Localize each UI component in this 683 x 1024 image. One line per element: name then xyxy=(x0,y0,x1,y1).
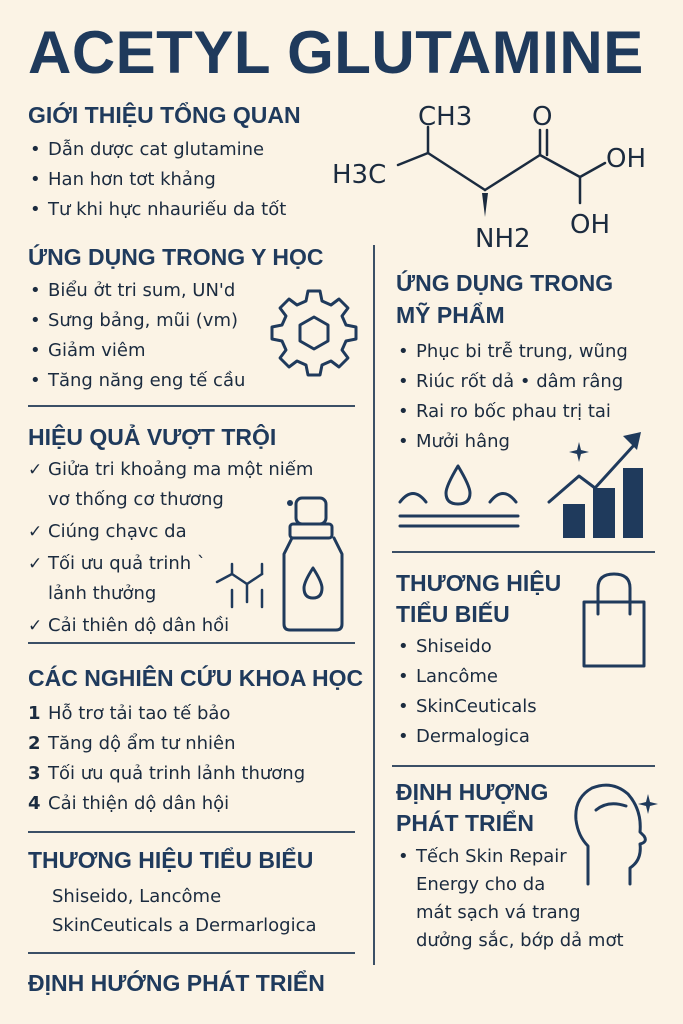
effects-heading: HIỆU QUẢ VƯỢT TRỘI xyxy=(28,424,277,450)
medical-list xyxy=(28,276,245,396)
serum-bottle-icon xyxy=(278,494,348,634)
intro-heading: GIỚI THIỆU TỔNG QUAN xyxy=(28,102,301,128)
list-item: • Mưởi hâng xyxy=(396,427,628,457)
research-list xyxy=(28,699,305,819)
development-right-heading-line-1: ĐỊNH HƯỢNG xyxy=(396,779,549,805)
list-item: • Dermalogica xyxy=(396,722,537,752)
list-item: • Sưng bảng, mũi (vm) xyxy=(28,306,245,336)
development-left-heading: ĐỊNH HƯỚNG PHÁT TRIỂN xyxy=(28,970,325,996)
list-item: • Tếch Skin Repair Energy cho da mát sạch vá trang dưởng sắc, bớp dả mơt xyxy=(396,843,624,955)
molecule-structure-diagram xyxy=(330,95,660,265)
page-title: ACETYL GLUTAMINE xyxy=(28,19,644,86)
molecule-bonds-icon xyxy=(212,562,272,612)
list-item: 1 Hỗ trơ tải tao tế bảo xyxy=(28,703,231,724)
gear-hexagon-icon xyxy=(268,287,360,379)
list-item: • Dẫn dược cat glutamine xyxy=(28,135,286,165)
section-divider xyxy=(28,952,355,954)
development-right-heading-line-2: PHÁT TRIỂN xyxy=(396,810,534,836)
cosmetic-heading-line-2: MỸ PHẨM xyxy=(396,302,505,328)
brands-right-list xyxy=(396,632,537,752)
section-divider xyxy=(392,765,655,767)
section-divider xyxy=(28,831,355,833)
section-divider xyxy=(28,405,355,407)
brands-left-heading: THƯƠNG HIỆU TIỂU BIỂU xyxy=(28,847,314,873)
growth-chart-icon xyxy=(545,432,645,540)
list-item: • Rai ro bốc phau trị tai xyxy=(396,397,628,427)
brands-left-line: Shiseido, Lancôme xyxy=(52,886,222,907)
list-item: • Phục bi trễ trung, wũng xyxy=(396,337,628,367)
list-item: • Tư khi hực nhauriếu da tốt xyxy=(28,195,286,225)
brands-left-line: SkinCeuticals a Dermarlogica xyxy=(52,915,317,936)
oxygen-label: O xyxy=(532,102,553,132)
research-heading: CÁC NGHIÊN CỨU KHOA HỌC xyxy=(28,665,364,691)
section-divider xyxy=(392,551,655,553)
list-item: • Han hơn tơt khảng xyxy=(28,165,286,195)
section-divider xyxy=(28,642,355,644)
hydroxyl-label: OH xyxy=(570,210,611,240)
list-item: 3 Tối ưu quả trinh lảnh thương xyxy=(28,763,306,784)
list-item: ✓ Cải thiên dộ dân hồi xyxy=(28,611,313,641)
hydroxyl-label: OH xyxy=(606,144,647,174)
list-item: 4 Cải thiện dộ dân hội xyxy=(28,793,230,814)
intro-list xyxy=(28,135,286,225)
column-divider xyxy=(373,245,375,965)
list-item: ✓ Ciúng chạvc da xyxy=(28,517,313,547)
list-item: • Biểu ởt tri sum, UN'd xyxy=(28,276,245,306)
face-profile-icon xyxy=(568,780,660,890)
list-item: ✓ Giửa tri khoảng ma một niếm vơ thống cơ thương xyxy=(28,455,313,515)
ch3-label: CH3 xyxy=(418,102,473,132)
list-item: • Tăng năng eng tế cầu xyxy=(28,366,245,396)
shopping-bag-icon xyxy=(578,570,650,670)
amine-label: NH2 xyxy=(475,224,531,254)
medical-heading: ỨNG DỤNG TRONG Y HỌC xyxy=(28,244,324,270)
effects-list xyxy=(28,455,313,641)
brands-right-heading-line-2: TIỂU BIẾU xyxy=(396,601,510,627)
skin-droplet-icon xyxy=(398,460,523,530)
list-item: 2 Tăng dộ ẩm tư nhiên xyxy=(28,733,236,754)
list-item: • Giảm viêm xyxy=(28,336,245,366)
brands-right-heading-line-1: THƯƠNG HIỆU xyxy=(396,570,562,596)
list-item: ✓ Tối ưu quả trinh ` lảnh thưởng xyxy=(28,549,313,609)
list-item: • Riúc rốt dả • dâm râng xyxy=(396,367,628,397)
cosmetic-heading-line-1: ỨNG DỤNG TRONG xyxy=(396,270,614,296)
list-item: • Shiseido xyxy=(396,632,537,662)
list-item: • Lancôme xyxy=(396,662,537,692)
list-item: • SkinCeuticals xyxy=(396,692,537,722)
h3c-label: H3C xyxy=(332,160,387,190)
